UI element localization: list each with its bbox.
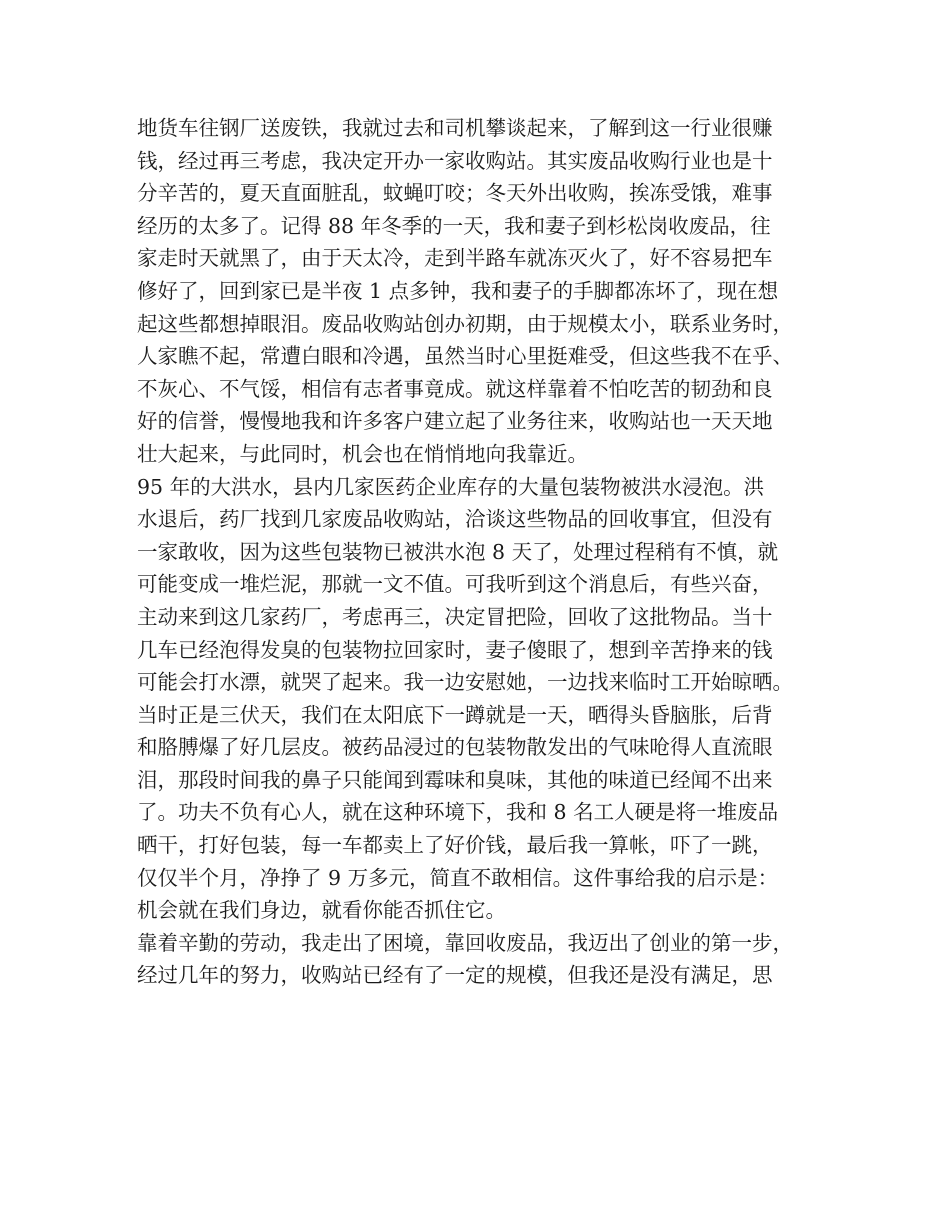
text-line: 主动来到这几家药厂，考虑再三，决定冒把险，回收了这批物品。当十	[137, 604, 773, 629]
text-line: 了。功夫不负有心人，就在这种环境下，我和 8 名工人硬是将一堆废品	[137, 800, 779, 825]
text-line: 可能会打水漂，就哭了起来。我一边安慰她，一边找来临时工开始晾晒。	[137, 670, 793, 695]
text-line: 95 年的大洪水，县内几家医药企业库存的大量包装物被洪水浸泡。洪	[137, 474, 765, 499]
text-line: 分辛苦的，夏天直面脏乱，蚊蝇叮咬；冬天外出收购，挨冻受饿，难事	[137, 181, 773, 206]
text-line: 晒干，打好包装，每一车都卖上了好价钱，最后我一算帐，吓了一跳，	[137, 833, 773, 858]
text-line: 水退后，药厂找到几家废品收购站，洽谈这些物品的回收事宜，但没有	[137, 507, 773, 532]
text-line: 经过几年的努力，收购站已经有了一定的规模，但我还是没有满足，思	[137, 963, 773, 988]
text-line: 靠着辛勤的劳动，我走出了困境，靠回收废品，我迈出了创业的第一步，	[137, 930, 793, 955]
text-line: 不灰心、不气馁，相信有志者事竟成。就这样靠着不怕吃苦的韧劲和良	[137, 376, 773, 401]
text-line: 地货车往钢厂送废铁，我就过去和司机攀谈起来，了解到这一行业很赚	[137, 116, 773, 140]
text-line: 修好了，回到家已是半夜 1 点多钟，我和妻子的手脚都冻坏了，现在想	[137, 278, 779, 303]
text-line: 一家敢收，因为这些包装物已被洪水泡 8 天了，处理过程稍有不慎，就	[137, 539, 779, 564]
text-line: 和胳膊爆了好几层皮。被药品浸过的包装物散发出的气味呛得人直流眼	[137, 735, 773, 760]
text-line: 当时正是三伏天，我们在太阳底下一蹲就是一天，晒得头昏脑胀，后背	[137, 702, 773, 727]
text-line: 家走时天就黑了，由于天太冷，走到半路车就冻灭火了，好不容易把车	[137, 246, 773, 271]
text-line: 可能变成一堆烂泥，那就一文不值。可我听到这个消息后，有些兴奋，	[137, 572, 773, 597]
text-line: 几车已经泡得发臭的包装物拉回家时，妻子傻眼了，想到辛苦挣来的钱	[137, 637, 773, 662]
text-line: 壮大起来，与此同时，机会也在悄悄地向我靠近。	[137, 441, 588, 466]
text-line: 经历的太多了。记得 88 年冬季的一天，我和妻子到杉松岗收废品，往	[137, 213, 771, 238]
text-line: 仅仅半个月，净挣了 9 万多元，简直不敢相信。这件事给我的启示是：	[137, 865, 779, 890]
text-line: 泪，那段时间我的鼻子只能闻到霉味和臭味，其他的味道已经闻不出来	[137, 767, 773, 792]
text-line: 人家瞧不起，常遭白眼和冷遇，虽然当时心里挺难受，但这些我不在乎、	[137, 344, 793, 369]
text-line: 机会就在我们身边，就看你能否抓住它。	[137, 898, 506, 923]
text-line: 起这些都想掉眼泪。废品收购站创办初期，由于规模太小，联系业务时，	[137, 311, 793, 336]
text-line: 钱，经过再三考虑，我决定开办一家收购站。其实废品收购行业也是十	[137, 148, 773, 173]
text-line: 好的信誉，慢慢地我和许多客户建立起了业务往来，收购站也一天天地	[137, 409, 773, 434]
body-text	[137, 112, 817, 992]
